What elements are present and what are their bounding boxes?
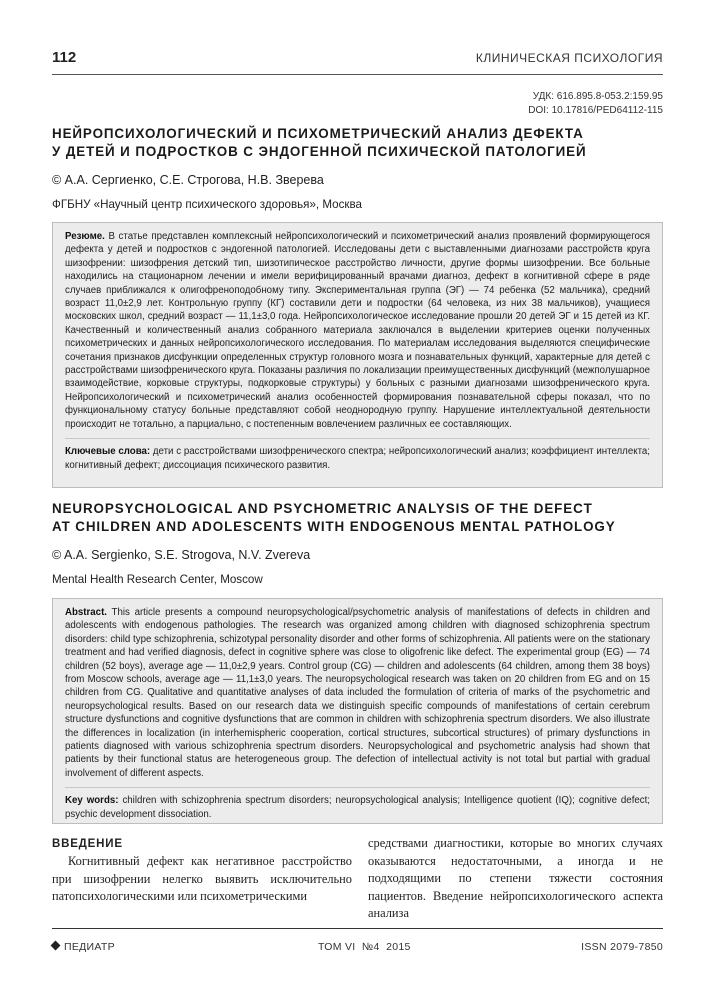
english-keywords-label: Key words: <box>65 795 119 807</box>
russian-abstract <box>65 230 650 431</box>
russian-affiliation: ФГБНУ «Научный центр психического здоровья», Москва <box>52 198 362 211</box>
russian-abstract-box <box>52 222 663 488</box>
russian-title-line2: У ДЕТЕЙ И ПОДРОСТКОВ С ЭНДОГЕННОЙ ПСИХИЧЕСКОЙ ПАТОЛОГИЕЙ <box>52 144 587 159</box>
english-title-line2: AT CHILDREN AND ADOLESCENTS WITH ENDOGENOUS MENTAL PATHOLOGY <box>52 519 616 534</box>
footer-issn: ISSN 2079-7850 <box>581 941 663 953</box>
english-affiliation: Mental Health Research Center, Moscow <box>52 573 263 586</box>
russian-keywords <box>65 438 650 472</box>
diamond-icon <box>51 941 61 951</box>
doi: DOI: 10.17816/PED64112-115 <box>528 105 663 116</box>
english-keywords-text: children with schizophrenia spectrum disorders; neuropsychological analysis; Intelligence quotient (IQ); cognitive defect; psychic development dissociation. <box>65 795 650 820</box>
english-abstract-box <box>52 598 663 824</box>
header-divider <box>52 74 663 75</box>
russian-keywords-label: Ключевые слова: <box>65 446 151 458</box>
english-abstract-label: Abstract. <box>65 607 107 618</box>
english-title-line1: NEUROPSYCHOLOGICAL AND PSYCHOMETRIC ANALYSIS OF THE DEFECT <box>52 501 593 516</box>
english-abstract <box>65 606 650 780</box>
english-abstract-text: This article presents a compound neuropsychological/psychometric analysis of manifestations of defects in children and adolescents with endogenous pathologies. The research was organized among children with diagnosed schizophrenia spectrum disorders: child type schizophrenia, schizotypal personality disorder and other forms of schizophrenia. All patients were on the stationary treatment and had verified diagnosis, defect in cognitive sphere was close to oligofrenic like defect. The experimental group (EG) — 74 children (52 boys), average age — 11,0±2,9 years. Control group (CG) — children and adolescents (64 children, among them 38 boys) from Moscow schools, average age — 11,1±3,0 years. The neuropsychological research was taken on 20 children from EG and on 15 children from CG. Qualitative and quantitative analyses of data included the formulation of criteria of marks of the psychometric and neuropsychological results. Based on our research data we distinguish specific compounds of manifestations of certain cerebrum structure dysfunctions and cognitive dysfunctions that are common in children with schizophrenia spectrum disorders. We also illustrate the differences in localization (in interhemispheric cooperation, cortical structures, subcortical structures) of primary dysfunctions in patients diagnosed with various schizophrenia spectrum disorders. Neuropsychological and psychometric analysis had shown that patients by their functional status are heterogeneous group. The defection of intellectual activity is not total but partial with gradual involvement of different aspects. <box>65 607 650 779</box>
body-column-left: Когнитивный дефект как негативное расстройство при шизофрении нелегко выявить исключительно патопсихологическими или психометрическими <box>52 854 352 904</box>
russian-abstract-label: Резюме. <box>65 231 105 242</box>
russian-abstract-text: В статье представлен комплексный нейропсихологический и психометрический анализ проявлений формирующегося дефекта у детей и подростков с эндогенной патологией. Исследованы дети с выставленными диагнозами расстройств круга шизофрении: шизофрения детский тип, шизотипическое расстройство личности, другие формы шизофрении. Все больные находились на стационарном лечении и имели верифицированный врачами диагноз, дефект в когнитивной сфере в ряде случаев приближался к олигофреноподобному типу. Экспериментальная группа (ЭГ) — 74 ребенка (52 мальчика), средний возраст 11,0±2,9 лет. Контрольную группу (КГ) составили дети и подростки (64 человека, из них 38 мальчиков), учащиеся московских школ, средний возраст — 11,1±3,0 года. Нейропсихологическое исследование прошли 20 детей ЭГ и 15 детей из КГ. Качественный и количественный анализ собранного материала заключался в выделении критериев оценки полученных психометрических и данных нейропсихологического исследования. По материалам исследования выделяются специфические сочетания признаков дисфункции определенных структур головного мозга и познавательных функций, характерные для детей с расстройствами шизофренического круга. Показаны различия по локализации преимущественных дисфункций (межполушарное взаимодействие, корковые структуры, подкорковые структуры) у больных с разными диагнозами шизофренического круга. Нейропсихологический и психометрический анализ особенностей формирования познавательной сферы показал, что по функциональному статусу больные представляют собой неоднородную группу. Нарушение интеллектуальной деятельности происходит не тотально, а парциально, с постепенным вовлечением различных ее составляющих. <box>65 231 650 430</box>
russian-title-line1: НЕЙРОПСИХОЛОГИЧЕСКИЙ И ПСИХОМЕТРИЧЕСКИЙ АНАЛИЗ ДЕФЕКТА <box>52 126 584 141</box>
english-keywords <box>65 787 650 821</box>
section-heading: ВВЕДЕНИЕ <box>52 838 123 850</box>
russian-title <box>52 125 663 161</box>
footer-volume: ТОМ VI №4 2015 <box>318 941 411 953</box>
english-authors: © A.A. Sergienko, S.E. Strogova, N.V. Zvereva <box>52 548 311 562</box>
footer-journal <box>52 941 115 953</box>
russian-keywords-text: дети с расстройствами шизофренического спектра; нейропсихологический анализ; коэффициент интеллекта; когнитивный дефект; диссоциация психического развития. <box>65 446 650 471</box>
footer-journal-name: ПЕДИАТР <box>64 941 115 953</box>
journal-section-title: КЛИНИЧЕСКАЯ ПСИХОЛОГИЯ <box>475 51 663 65</box>
udc-code: УДК: 616.895.8-053.2:159.95 <box>532 91 663 102</box>
footer-divider <box>52 928 663 929</box>
english-title <box>52 500 663 536</box>
russian-authors: © А.А. Сергиенко, С.Е. Строгова, Н.В. Зверева <box>52 173 324 187</box>
page-number: 112 <box>52 49 77 66</box>
body-column-right: средствами диагностики, которые во многих случаях оказываются недостаточными, а иногда и не подходящими по степени тяжести состояния пациентов. Введение нейропсихологического аспекта анализа <box>368 836 663 921</box>
article-identifiers <box>528 90 663 118</box>
